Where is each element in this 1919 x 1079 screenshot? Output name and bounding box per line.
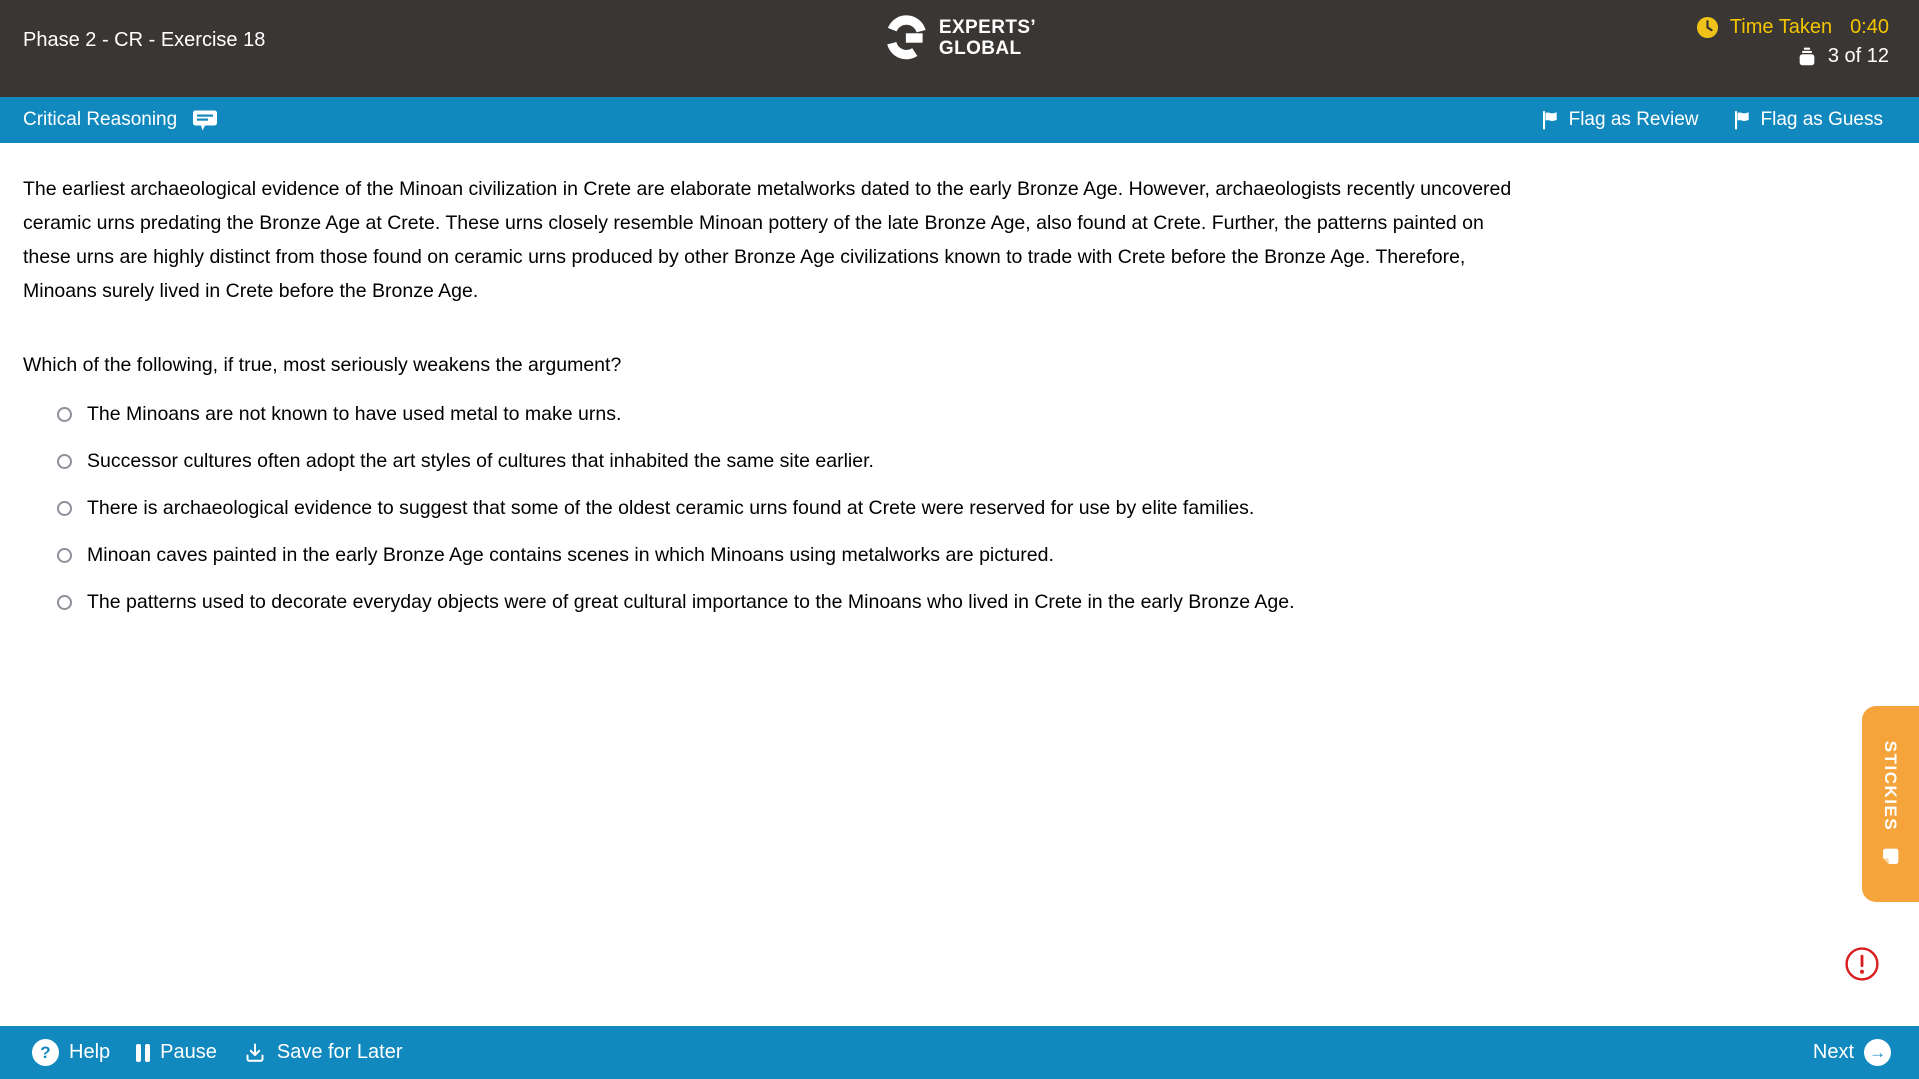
time-taken-label: Time Taken xyxy=(1729,16,1833,38)
answer-option-1[interactable] xyxy=(57,391,1518,438)
question-progress xyxy=(1796,45,1889,68)
next-button[interactable] xyxy=(1813,1039,1891,1066)
logo-text: EXPERTS’ GLOBAL xyxy=(938,17,1037,59)
radio-button[interactable] xyxy=(57,595,72,610)
flag-as-guess-label: Flag as Guess xyxy=(1760,109,1883,130)
answer-options xyxy=(23,391,1518,626)
stickies-tab[interactable] xyxy=(1862,706,1919,902)
clock-icon xyxy=(1696,16,1719,39)
help-label: Help xyxy=(69,1041,111,1063)
board-icon[interactable] xyxy=(192,109,218,132)
save-for-later-button[interactable] xyxy=(243,1041,403,1065)
radio-button[interactable] xyxy=(57,548,72,563)
flag-icon xyxy=(1733,110,1752,130)
logo-g-icon xyxy=(883,15,929,61)
download-icon xyxy=(243,1041,267,1065)
footer-bar xyxy=(0,1026,1919,1079)
time-taken-value: 0:40 xyxy=(1850,16,1889,38)
next-arrow-icon: → xyxy=(1864,1039,1891,1066)
answer-option-label: The patterns used to decorate everyday objects were of great cultural importance to the Minoans who lived in Crete in the early Bronze Age. xyxy=(87,591,1295,613)
question-progress-label: 3 of 12 xyxy=(1827,45,1889,67)
question-type-bar xyxy=(0,97,1919,143)
stack-icon xyxy=(1796,46,1818,68)
answer-option-label: Minoan caves painted in the early Bronze Age contains scenes in which Minoans using metalworks are pictured. xyxy=(87,544,1054,566)
sticky-note-icon xyxy=(1879,845,1902,868)
flag-as-guess-button[interactable] xyxy=(1733,109,1884,131)
top-header-bar xyxy=(0,0,1919,97)
flag-as-review-button[interactable] xyxy=(1541,109,1699,131)
pause-label: Pause xyxy=(160,1041,217,1063)
answer-option-3[interactable] xyxy=(57,485,1518,532)
pause-icon xyxy=(136,1044,150,1062)
save-for-later-label: Save for Later xyxy=(276,1041,403,1063)
answer-option-label: Successor cultures often adopt the art styles of cultures that inhabited the same site earlier. xyxy=(87,450,874,472)
passage-text: The earliest archaeological evidence of the Minoan civilization in Crete are elaborate metalworks dated to the early Bronze Age. However, archaeologists recently uncovered ceramic urns predating the Bronze Age at Crete. These urns closely resemble Minoan pottery of the late Bronze Age, also found at Crete. Further, the patterns painted on these urns are highly distinct from those found on ceramic urns produced by other Bronze Age civilizations known to trade with Crete before the Bronze Age. Therefore, Minoans surely lived in Crete before the Bronze Age. xyxy=(23,178,1512,302)
section-group xyxy=(23,109,218,132)
flag-icon xyxy=(1541,110,1560,130)
radio-button[interactable] xyxy=(57,454,72,469)
stickies-tab-inner xyxy=(1879,740,1902,867)
stickies-label: STICKIES xyxy=(1881,740,1901,831)
answer-option-5[interactable] xyxy=(57,579,1518,626)
help-button[interactable] xyxy=(32,1039,110,1066)
brand-logo xyxy=(883,15,1036,61)
alert-icon[interactable] xyxy=(1844,946,1880,982)
question-area xyxy=(23,143,1518,626)
exercise-title: Phase 2 - CR - Exercise 18 xyxy=(23,29,266,51)
section-label: Critical Reasoning xyxy=(23,109,178,130)
header-status xyxy=(1696,16,1889,68)
answer-option-2[interactable] xyxy=(57,438,1518,485)
radio-button[interactable] xyxy=(57,501,72,516)
answer-option-label: The Minoans are not known to have used metal to make urns. xyxy=(87,403,622,425)
flag-as-review-label: Flag as Review xyxy=(1568,109,1699,130)
flag-actions xyxy=(1541,109,1883,131)
help-icon: ? xyxy=(32,1039,59,1066)
answer-option-4[interactable] xyxy=(57,532,1518,579)
question-prompt: Which of the following, if true, most seriously weakens the argument? xyxy=(23,354,622,376)
answer-option-label: There is archaeological evidence to suggest that some of the oldest ceramic urns found at Crete were reserved for use by elite families. xyxy=(87,497,1255,519)
pause-button[interactable] xyxy=(136,1041,217,1064)
time-taken xyxy=(1696,16,1889,39)
next-label: Next xyxy=(1812,1041,1854,1063)
radio-button[interactable] xyxy=(57,407,72,422)
